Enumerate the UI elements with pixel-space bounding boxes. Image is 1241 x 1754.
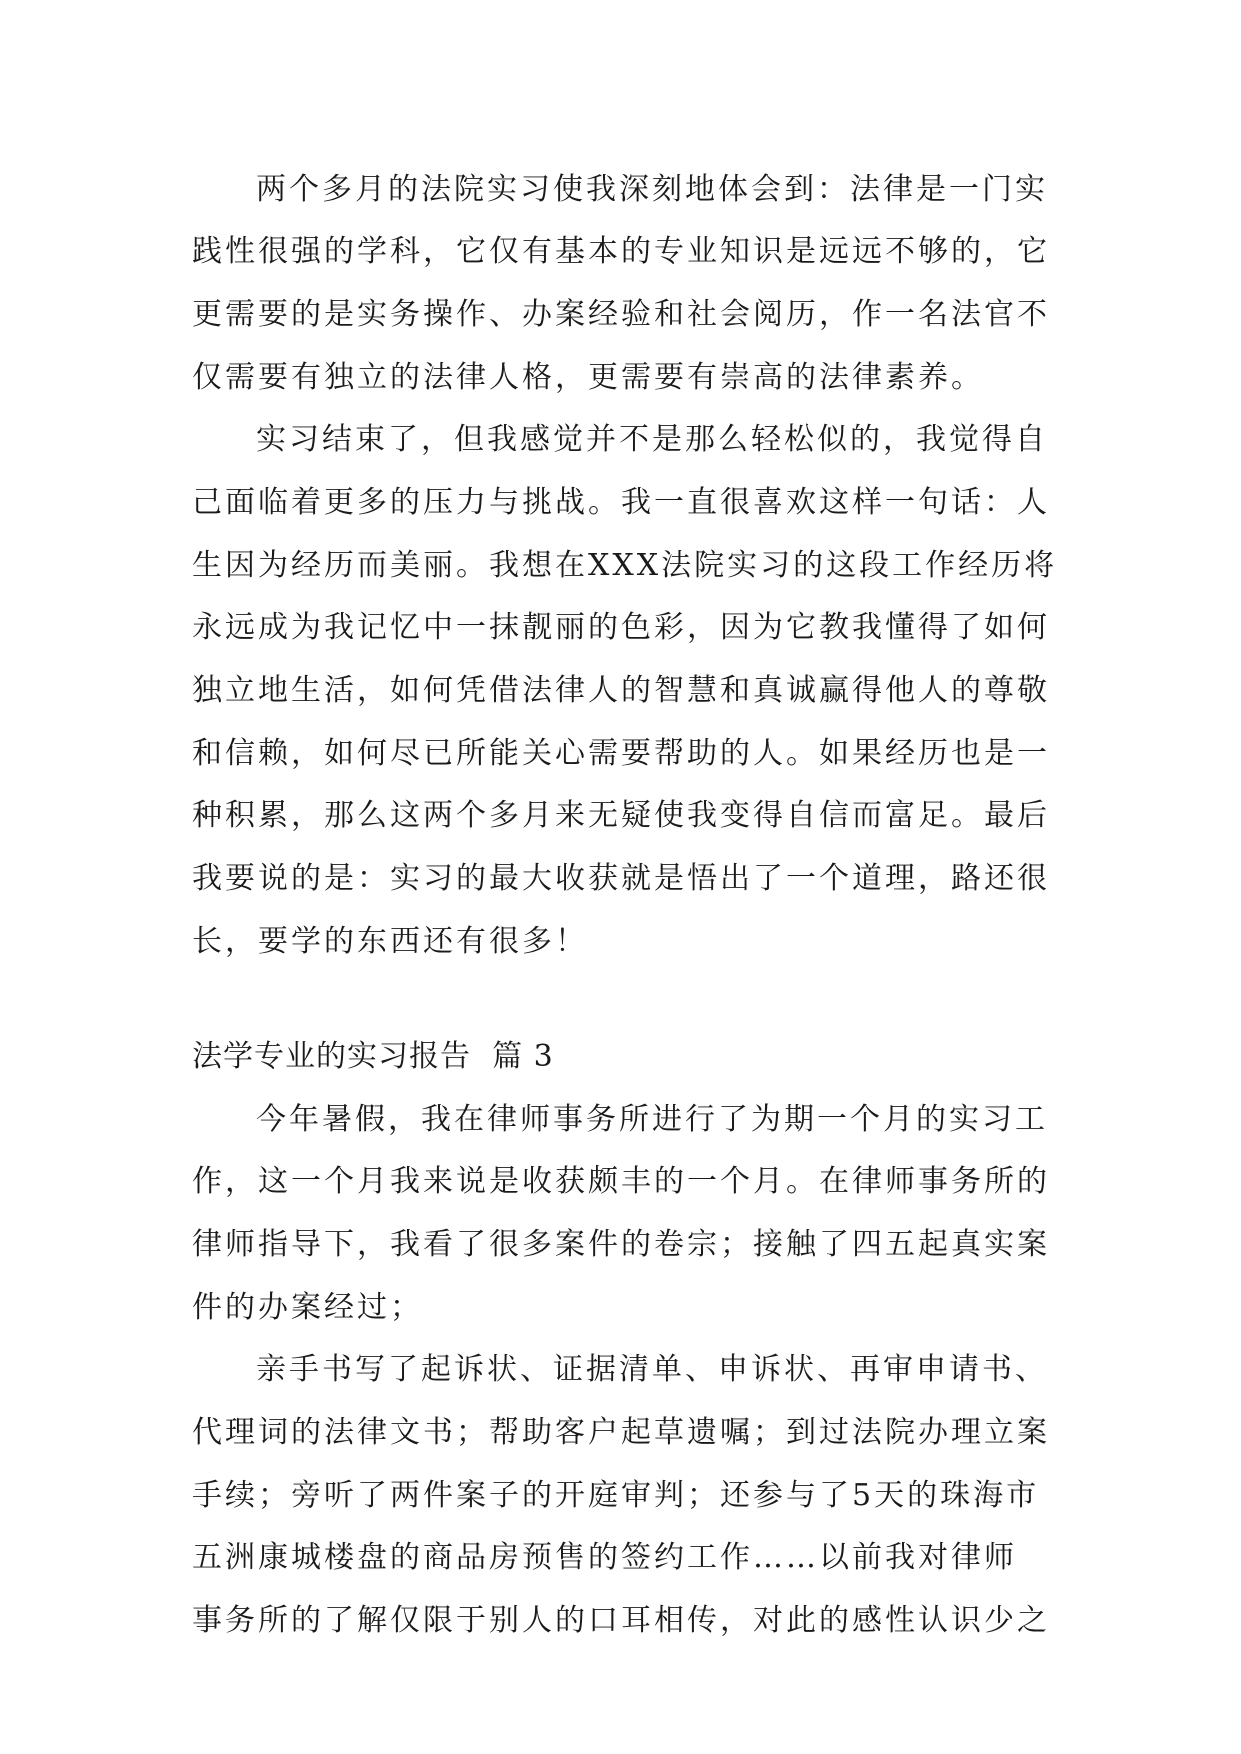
- paragraph-line: 仅需要有独立的法律人格，更需要有崇高的法律素养。: [192, 360, 984, 395]
- paragraph-line: 独立地生活，如何凭借法律人的智慧和真诚赢得他人的尊敬: [192, 673, 1050, 708]
- paragraph-line: 作，这一个月我来说是收获颇丰的一个月。在律师事务所的: [192, 1164, 1050, 1199]
- paragraph-line: 件的办案经过；: [192, 1290, 423, 1325]
- paragraph-line: 实习结束了，但我感觉并不是那么轻松似的，我觉得自: [256, 422, 1048, 457]
- paragraph-line: 我要说的是：实习的最大收获就是悟出了一个道理，路还很: [192, 861, 1050, 896]
- paragraph-line: 更需要的是实务操作、办案经验和社会阅历，作一名法官不: [192, 297, 1050, 332]
- paragraph-line: 践性很强的学科，它仅有基本的专业知识是远远不够的，它: [192, 234, 1050, 269]
- paragraph-line: 种积累，那么这两个多月来无疑使我变得自信而富足。最后: [192, 798, 1050, 833]
- paragraph-line: 永远成为我记忆中一抹靓丽的色彩，因为它教我懂得了如何: [192, 610, 1050, 645]
- paragraph-line: 亲手书写了起诉状、证据清单、申诉状、再审申请书、: [256, 1352, 1048, 1387]
- paragraph-line: 和信赖，如何尽已所能关心需要帮助的人。如果经历也是一: [192, 736, 1050, 771]
- paragraph-line: 今年暑假，我在律师事务所进行了为期一个月的实习工: [256, 1102, 1048, 1137]
- paragraph-line: 律师指导下，我看了很多案件的卷宗；接触了四五起真实案: [192, 1227, 1050, 1262]
- paragraph-line: 五洲康城楼盘的商品房预售的签约工作……以前我对律师: [192, 1540, 1017, 1575]
- paragraph-line: 长，要学的东西还有很多！: [192, 924, 588, 959]
- paragraph-line: 生因为经历而美丽。我想在XXX法院实习的这段工作经历将: [192, 548, 1058, 583]
- paragraph-line: 手续；旁听了两件案子的开庭审判；还参与了5天的珠海市: [192, 1478, 1040, 1513]
- paragraph-line: 己面临着更多的压力与挑战。我一直很喜欢这样一句话：人: [192, 485, 1050, 520]
- paragraph-line: 代理词的法律文书；帮助客户起草遗嘱；到过法院办理立案: [192, 1415, 1050, 1450]
- section-heading: 法学专业的实习报告 篇 3: [192, 1039, 554, 1074]
- paragraph-line: 两个多月的法院实习使我深刻地体会到：法律是一门实: [256, 172, 1048, 207]
- paragraph-line: 事务所的了解仅限于别人的口耳相传，对此的感性认识少之: [192, 1603, 1050, 1638]
